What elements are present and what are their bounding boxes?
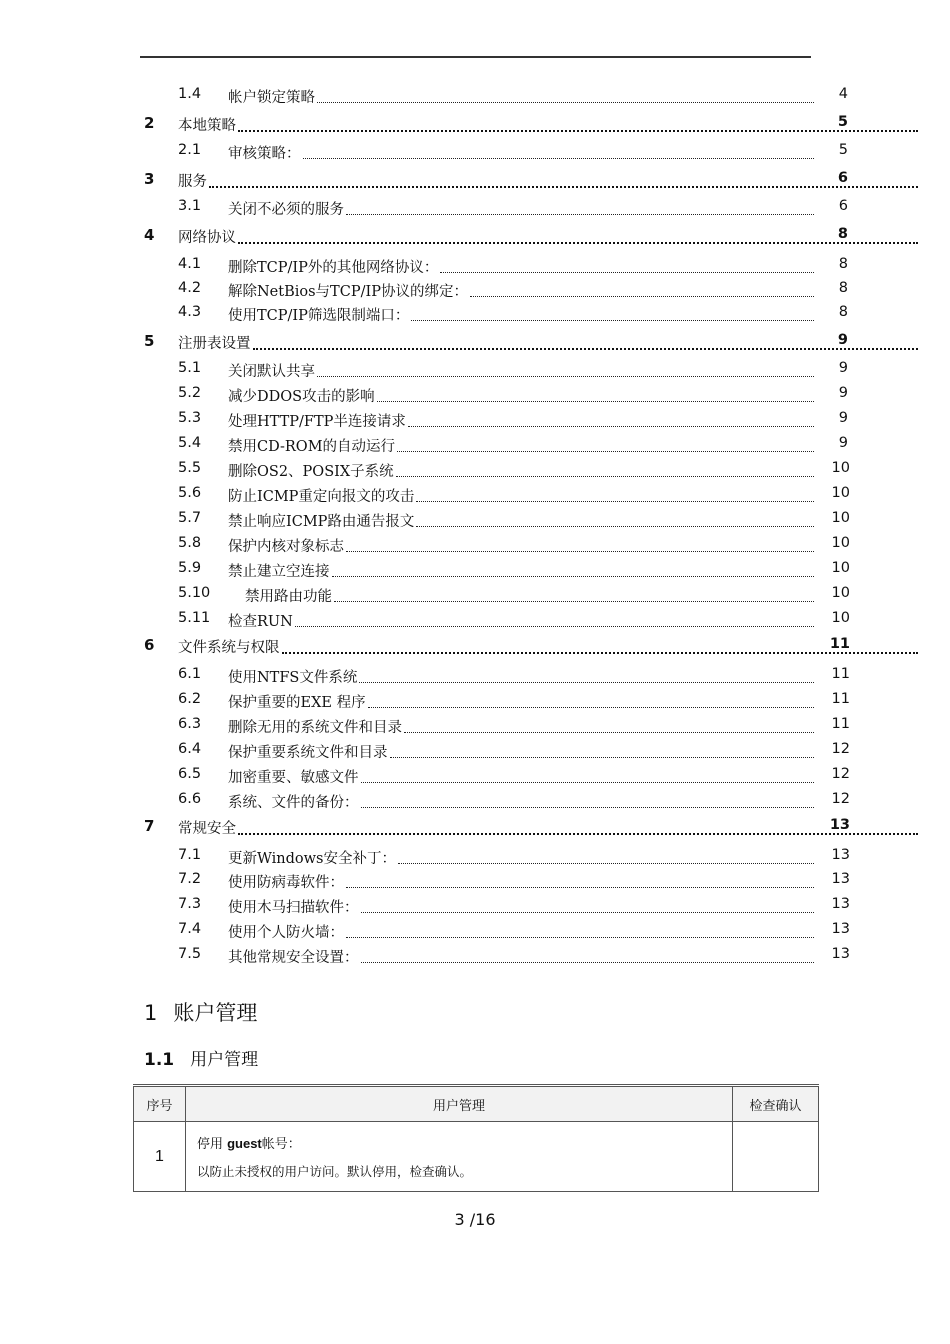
toc-entry-level2[interactable] — [0, 560, 950, 582]
toc-entry-number: 5.8 — [178, 535, 202, 551]
toc-entry-number: 4.1 — [178, 256, 202, 272]
toc-entry-level2[interactable] — [0, 198, 950, 220]
toc-entry-level1[interactable] — [0, 226, 950, 248]
toc-entry-number: 5.2 — [178, 385, 202, 401]
toc-entry-page: 9 — [838, 360, 848, 376]
toc-entry-level2[interactable] — [0, 360, 950, 382]
toc-dot-leader — [209, 186, 918, 188]
toc-entry-number: 1.4 — [178, 86, 202, 102]
toc-entry-page: 12 — [831, 741, 850, 757]
toc-entry-number: 5 — [144, 332, 155, 350]
toc-entry-level2[interactable] — [0, 585, 950, 607]
toc-entry-number: 7.5 — [178, 946, 202, 962]
toc-dot-leader — [334, 601, 814, 602]
toc-dot-leader — [238, 833, 918, 835]
toc-entry-number: 7.3 — [178, 896, 202, 912]
toc-entry-number: 5.5 — [178, 460, 202, 476]
toc-dot-leader — [368, 707, 814, 708]
toc-entry-title: 关闭默认共享 — [228, 364, 315, 380]
toc-entry-level2[interactable] — [0, 691, 950, 713]
toc-entry-page: 10 — [831, 460, 850, 476]
toc-dot-leader — [411, 320, 814, 321]
toc-entry-number: 7.4 — [178, 921, 202, 937]
toc-entry-level2[interactable] — [0, 256, 950, 278]
section-heading — [144, 997, 257, 1027]
toc-entry-title: 禁止响应ICMP路由通告报文 — [228, 514, 415, 530]
toc-entry-number: 5.11 — [178, 610, 211, 626]
section-number: 1 — [144, 1001, 158, 1025]
toc-entry-title: 使用个人防火墙： — [228, 925, 344, 941]
toc-entry-level2[interactable] — [0, 946, 950, 968]
toc-dot-leader — [346, 887, 814, 888]
toc-entry-level2[interactable] — [0, 385, 950, 407]
toc-entry-title: 减少DDOS攻击的影响 — [228, 389, 375, 405]
toc-entry-number: 5.6 — [178, 485, 202, 501]
toc-entry-number: 5.4 — [178, 435, 202, 451]
toc-entry-level2[interactable] — [0, 410, 950, 432]
toc-entry-number: 3.1 — [178, 198, 202, 214]
toc-dot-leader — [346, 214, 814, 215]
toc-entry-level1[interactable] — [0, 170, 950, 192]
toc-entry-number: 6.1 — [178, 666, 202, 682]
toc-entry-page: 10 — [831, 610, 850, 626]
toc-entry-level2[interactable] — [0, 435, 950, 457]
toc-entry-level2[interactable] — [0, 766, 950, 788]
toc-entry-level2[interactable] — [0, 741, 950, 763]
toc-entry-level2[interactable] — [0, 791, 950, 813]
header-rule — [140, 56, 811, 58]
toc-entry-page: 6 — [837, 170, 848, 186]
toc-dot-leader — [390, 757, 814, 758]
toc-entry-page: 13 — [829, 817, 850, 833]
toc-dot-leader — [346, 551, 814, 552]
header-content: 用户管理 — [185, 1086, 732, 1122]
toc-entry-title: 保护重要的EXE 程序 — [228, 695, 366, 711]
toc-entry-number: 5.1 — [178, 360, 202, 376]
subsection-heading — [144, 1045, 258, 1070]
table-row — [134, 1122, 819, 1192]
toc-entry-number: 4.3 — [178, 304, 202, 320]
toc-entry-page: 5 — [838, 142, 848, 158]
toc-entry-page: 13 — [831, 871, 850, 887]
row-check — [733, 1122, 819, 1192]
item-title-keyword: guest — [227, 1136, 262, 1151]
toc-dot-leader — [416, 526, 814, 527]
toc-entry-page: 10 — [831, 510, 850, 526]
toc-entry-number: 5.9 — [178, 560, 202, 576]
toc-entry-page: 5 — [837, 114, 848, 130]
toc-entry-title: 删除OS2、POSIX子系统 — [228, 464, 394, 480]
toc-entry-number: 6 — [144, 636, 155, 654]
toc-dot-leader — [361, 807, 814, 808]
toc-dot-leader — [396, 476, 814, 477]
toc-entry-title: 常规安全 — [178, 821, 236, 837]
toc-entry-page: 11 — [831, 691, 850, 707]
toc-entry-number: 6.6 — [178, 791, 202, 807]
toc-entry-number: 5.10 — [178, 585, 211, 601]
toc-entry-level2[interactable] — [0, 280, 950, 302]
toc-entry-title: 更新Windows安全补丁： — [228, 851, 396, 867]
toc-entry-page: 12 — [831, 791, 850, 807]
item-description: 以防止未授权的用户访问。默认停用，检查确认。 — [196, 1164, 472, 1179]
toc-entry-level2[interactable] — [0, 485, 950, 507]
toc-entry-number: 2 — [144, 114, 155, 132]
toc-entry-number: 7.2 — [178, 871, 202, 887]
toc-entry-title: 使用TCP/IP筛选限制端口： — [228, 308, 410, 324]
toc-entry-page: 9 — [838, 435, 848, 451]
toc-dot-leader — [332, 576, 814, 577]
toc-entry-number: 6.2 — [178, 691, 202, 707]
toc-dot-leader — [317, 102, 814, 103]
toc-entry-level2[interactable] — [0, 510, 950, 532]
toc-dot-leader — [317, 376, 814, 377]
toc-dot-leader — [377, 401, 814, 402]
toc-entry-page: 9 — [838, 385, 848, 401]
toc-entry-number: 4.2 — [178, 280, 202, 296]
toc-entry-number: 5.3 — [178, 410, 202, 426]
item-title-prefix: 停用 — [196, 1137, 228, 1152]
toc-entry-page: 10 — [831, 535, 850, 551]
toc-entry-level1[interactable] — [0, 817, 950, 839]
toc-entry-number: 3 — [144, 170, 155, 188]
toc-dot-leader — [359, 682, 814, 683]
toc-entry-page: 10 — [831, 485, 850, 501]
toc-entry-level2[interactable] — [0, 847, 950, 869]
table-header-row — [134, 1086, 819, 1122]
toc-dot-leader — [238, 130, 918, 132]
toc-entry-page: 13 — [831, 896, 850, 912]
toc-entry-page: 11 — [829, 636, 850, 652]
toc-entry-level2[interactable] — [0, 535, 950, 557]
item-title — [187, 1123, 731, 1156]
toc-entry-page: 8 — [837, 226, 848, 242]
toc-entry-title: 防止ICMP重定向报文的攻击 — [228, 489, 415, 505]
toc-entry-page: 13 — [831, 921, 850, 937]
toc-entry-title: 关闭不必须的服务 — [228, 202, 344, 218]
toc-entry-title: 帐户锁定策略 — [228, 90, 315, 106]
toc-entry-page: 13 — [831, 946, 850, 962]
toc-entry-page: 11 — [831, 666, 850, 682]
row-seq: 1 — [134, 1122, 186, 1192]
toc-entry-number: 5.7 — [178, 510, 202, 526]
subsection-number: 1.1 — [144, 1050, 175, 1070]
toc-entry-level1[interactable] — [0, 332, 950, 354]
toc-entry-page: 9 — [838, 410, 848, 426]
header-check: 检查确认 — [733, 1086, 819, 1122]
section-title: 账户管理 — [173, 1001, 258, 1025]
toc-entry-number: 6.5 — [178, 766, 202, 782]
toc-entry-title: 保护内核对象标志 — [228, 539, 344, 555]
toc-entry-title: 注册表设置 — [178, 336, 251, 352]
page-number: 3 /16 — [454, 1210, 496, 1229]
toc-entry-number: 6.4 — [178, 741, 202, 757]
toc-entry-title: 服务 — [178, 174, 207, 190]
toc-entry-level2[interactable] — [0, 86, 950, 108]
toc-entry-page: 8 — [838, 280, 848, 296]
toc-dot-leader — [361, 912, 814, 913]
toc-dot-leader — [346, 937, 814, 938]
toc-entry-title: 解除NetBios与TCP/IP协议的绑定： — [228, 284, 468, 300]
toc-entry-title: 其他常规安全设置： — [228, 950, 359, 966]
toc-entry-level2[interactable] — [0, 610, 950, 632]
toc-entry-level2[interactable] — [0, 142, 950, 164]
row-content — [185, 1122, 732, 1192]
toc-entry-title: 删除TCP/IP外的其他网络协议： — [228, 260, 439, 276]
item-title-suffix: 帐号： — [261, 1137, 301, 1152]
toc-entry-level1[interactable] — [0, 114, 950, 136]
toc-entry-title: 使用木马扫描软件： — [228, 900, 359, 916]
toc-dot-leader — [361, 782, 814, 783]
toc-entry-page: 8 — [838, 304, 848, 320]
toc-dot-leader — [470, 296, 814, 297]
toc-entry-title: 本地策略 — [178, 118, 236, 134]
toc-entry-title: 删除无用的系统文件和目录 — [228, 720, 402, 736]
toc-entry-page: 10 — [831, 560, 850, 576]
toc-entry-number: 4 — [144, 226, 155, 244]
toc-entry-title: 检查RUN — [228, 614, 293, 630]
toc-entry-title: 禁止建立空连接 — [228, 564, 330, 580]
toc-entry-level2[interactable] — [0, 921, 950, 943]
toc-entry-title: 审核策略： — [228, 146, 301, 162]
toc-entry-level2[interactable] — [0, 896, 950, 918]
toc-entry-title: 使用防病毒软件： — [228, 875, 344, 891]
toc-entry-number: 7 — [144, 817, 155, 835]
toc-dot-leader — [361, 962, 814, 963]
toc-entry-page: 11 — [831, 716, 850, 732]
toc-entry-page: 13 — [831, 847, 850, 863]
toc-entry-title: 使用NTFS文件系统 — [228, 670, 358, 686]
toc-dot-leader — [295, 626, 814, 627]
toc-entry-title: 文件系统与权限 — [178, 640, 280, 656]
toc-entry-title: 加密重要、敏感文件 — [228, 770, 359, 786]
toc-entry-page: 6 — [838, 198, 848, 214]
toc-entry-number: 7.1 — [178, 847, 202, 863]
toc-entry-title: 网络协议 — [178, 230, 236, 246]
toc-dot-leader — [397, 451, 814, 452]
toc-dot-leader — [416, 501, 814, 502]
toc-entry-level2[interactable] — [0, 716, 950, 738]
toc-entry-number: 6.3 — [178, 716, 202, 732]
toc-entry-title: 禁用路由功能 — [245, 589, 332, 605]
toc-entry-level1[interactable] — [0, 636, 950, 658]
toc-entry-title: 保护重要系统文件和目录 — [228, 745, 388, 761]
toc-dot-leader — [440, 272, 814, 273]
header-seq: 序号 — [134, 1086, 186, 1122]
toc-entry-number: 2.1 — [178, 142, 202, 158]
toc-entry-level2[interactable] — [0, 666, 950, 688]
toc-entry-level2[interactable] — [0, 460, 950, 482]
toc-dot-leader — [238, 242, 918, 244]
toc-entry-title: 系统、文件的备份： — [228, 795, 359, 811]
subsection-title: 用户管理 — [190, 1050, 259, 1070]
toc-dot-leader — [398, 863, 814, 864]
toc-dot-leader — [404, 732, 814, 733]
toc-entry-page: 12 — [831, 766, 850, 782]
toc-dot-leader — [282, 652, 918, 654]
toc-entry-level2[interactable] — [0, 304, 950, 326]
toc-entry-page: 4 — [838, 86, 848, 102]
toc-dot-leader — [303, 158, 814, 159]
user-management-table — [133, 1084, 819, 1192]
toc-entry-page: 10 — [831, 585, 850, 601]
toc-dot-leader — [408, 426, 814, 427]
toc-entry-page: 9 — [837, 332, 848, 348]
toc-entry-title: 禁用CD-ROM的自动运行 — [228, 439, 396, 455]
toc-entry-title: 处理HTTP/FTP半连接请求 — [228, 414, 406, 430]
toc-dot-leader — [253, 348, 918, 350]
toc-entry-page: 8 — [838, 256, 848, 272]
toc-entry-level2[interactable] — [0, 871, 950, 893]
